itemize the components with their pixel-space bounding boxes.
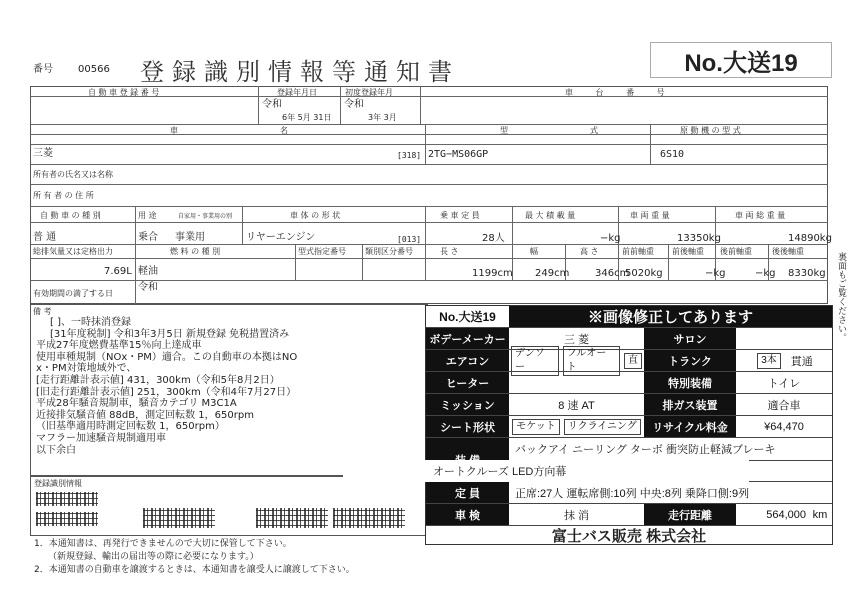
use-value: 乗合 [138,232,158,243]
label-body-shape: 車 体 の 形 状 [290,211,341,220]
qr-code [256,508,328,528]
number-label: 番号 [33,64,53,75]
equipment-line: バックアイ ニーリング ターボ 衝突防止軽減ブレーキ [509,438,832,461]
card-row [426,394,832,416]
remark-line: マフラー加速騒音規制適用車 [36,432,166,444]
qr-code [36,492,98,506]
card-label: 排ガス装置 [644,394,736,415]
label-owner-address: 所 有 者 の 住 所 [33,191,94,200]
qr-code [36,512,98,526]
card-value: トイレ [767,377,801,390]
fuel-value: 軽油 [138,266,158,277]
body-code: [013] [397,235,422,244]
footnotes [34,538,355,577]
card-stock-number: No.大送19 [426,306,510,327]
rear-front-axle-value: −kg [755,268,776,279]
card-row [426,328,832,350]
card-value: 8 速 AT [558,399,595,412]
label-kind: 自 動 車 の 種 別 [40,211,101,220]
card-chips [509,416,644,437]
card-label: トランク [644,350,736,371]
card-value [736,328,832,349]
label-reg-no: 自 動 車 登 録 番 号 [88,88,160,97]
remark-line: 使用車種規制（NOx・PM）適合。この自動車の本拠はNO [36,351,298,363]
label-front-rear-axle: 前後軸重 [672,247,704,256]
expiry-era: 令和 [138,282,158,293]
card-chip: リクライニング [564,419,641,435]
remark-line: 近接排気騒音値 88dB，測定回転数 1，650rpm [36,409,254,421]
card-label: ヒーター [426,372,509,393]
card-value: 抹 消 [563,509,590,522]
card-row-equipment [426,438,832,482]
card-notice: ※画像修正してあります [509,306,832,327]
reg-date: 6年 5月 31日 [282,113,332,122]
card-label: 車 検 [426,504,509,525]
label-rear-front-axle: 後前軸重 [720,247,752,256]
card-value: 正席:27人 運転席側:10列 中央:8列 乗降口側:9列 [515,487,750,500]
front-rear-axle-value: −kg [705,268,726,279]
card-chip: デンソー [511,346,559,376]
card-label: 走行距離 [644,504,736,525]
card-row-capacity [426,482,832,504]
label-remarks: 備 考 [33,307,52,316]
length-value: 1199cm [472,268,513,279]
card-label: ミッション [426,394,509,415]
label-gross: 車 両 総 重 量 [735,211,786,220]
use-sub-value: 事業用 [175,232,205,243]
label-height: 高 さ [580,247,599,256]
first-reg-date: 3年 3月 [368,113,397,122]
card-unit: km [812,508,828,521]
card-row [426,347,832,373]
first-reg-era: 令和 [344,99,364,110]
label-fuel: 燃 料 の 種 別 [170,247,221,256]
card-label: ボデーメーカー [426,328,509,349]
height-value: 346cm [595,268,630,279]
document-number: 00566 [78,64,110,75]
label-rear-rear-axle: 後後軸重 [772,247,804,256]
card-label: シート形状 [426,416,509,437]
engine-model: 6S10 [660,149,685,160]
label-first-reg: 初度登録年月 [345,88,393,97]
label-capacity: 乗 車 定 員 [440,211,480,220]
model: 2TG−MS06GP [428,149,489,160]
document-title: 登録識別情報等通知書 [140,58,460,86]
remark-line: 平成28年騒音規制車，騒音カテゴリ M3C1A [36,398,237,410]
gross-value: 14890kg [788,233,832,244]
remark-line: （旧基準適用時測定回転数 1，650rpm） [36,421,225,433]
card-value: 適合車 [767,399,801,412]
card-value [736,350,832,371]
label-type-no: 型式指定番号 [298,247,346,256]
remark-line: [走行距離計表示値] 431，300km（令和5年8月2日） [36,374,280,386]
remark-line: [ ]、一時抹消登録 [50,317,131,328]
card-chip: 直 [624,353,642,369]
label-use: 用 途 [138,211,157,220]
card-value: ¥64,470 [764,420,804,433]
body-value: リヤーエンジン [246,232,316,243]
label-weight: 車 両 重 量 [630,211,670,220]
card-chips [509,347,644,373]
card-header [426,306,832,328]
qr-code [333,508,405,528]
footnote: （新規登録、輸出の届出等の際に必要になります。） [48,552,259,562]
maker: 三菱 [33,148,53,159]
label-displacement: 総排気量又は定格出力 [33,247,113,256]
card-chip: 3本 [757,353,781,369]
label-expiry: 有効期間の満了する日 [33,289,113,298]
footnote: 2．本通知書の自動車を譲渡するときは、本通知書を譲受人に譲渡して下さい。 [34,565,355,575]
stamp-number: No.大送19 [650,42,832,78]
card-label: サロン [644,328,736,349]
front-axle-value: 5020kg [625,268,663,279]
displacement-value: 7.69L [104,266,132,277]
remark-line: [31年度税制] 令和3年3月5日 新規登録 免税措置済み [50,328,290,340]
vehicle-kind: 普 通 [33,232,57,243]
reg-era: 令和 [262,99,282,110]
remark-line: 平成27年度燃費基準15％向上達成車 [36,340,202,352]
sales-info-card [425,305,833,545]
label-engine: 原 動 機 の 型 式 [680,126,741,135]
label-type: 式 [590,126,598,135]
card-label: リサイクル料金 [644,416,736,437]
remark-line: x・PM対策地域外で、 [36,363,137,375]
card-label: 定 員 [426,482,509,503]
dealer-name: 富士バス販売 株式会社 [551,527,707,545]
remark-line: 以下余白 [36,444,76,456]
label-use-sub: 自家用・事業用の別 [178,213,233,220]
label-make: 車 [170,126,178,135]
card-label: 特別装備 [644,372,736,393]
card-value: 三 菱 [563,333,590,346]
card-chip: 貫通 [790,355,813,368]
max-load-value: −kg [600,233,621,244]
label-class-no: 類別区分番号 [365,247,413,256]
label-owner: 所有者の氏名又は名称 [33,170,113,179]
card-row [426,372,832,394]
card-row [426,416,832,438]
label-width: 幅 [530,247,538,256]
rear-rear-axle-value: 8330kg [788,268,826,279]
label-length: 長 さ [440,247,459,256]
width-value: 249cm [535,268,570,279]
equipment-line: オートクルーズ LED方向幕 [343,460,749,482]
remarks-list [36,317,430,456]
remark-line: [旧走行距離計表示値] 251，300km（令和4年7月27日） [36,386,297,398]
card-value: 564,000 [766,508,806,521]
qr-code [143,508,215,528]
label-max-load: 最 大 積 載 量 [525,211,576,220]
qr-label: 登録識別情報 [34,479,82,488]
side-note: 裏面もご覧ください。 [836,252,846,342]
card-value [509,372,644,393]
card-row-inspection [426,504,832,526]
label-reg-date: 登録年月日 [277,88,317,97]
label-chassis: 車 台 番 号 [565,88,665,97]
weight-value: 13350kg [677,233,721,244]
footnote: 1．本通知書は、再発行できませんので大切に保管して下さい。 [34,539,292,549]
label-front-axle: 前前軸重 [622,247,654,256]
card-chip: モケット [512,419,560,435]
capacity-value: 28人 [482,233,505,244]
card-label: エアコン [426,350,509,371]
card-chip: フルオート [563,346,620,376]
model-code: [318] [397,151,422,160]
label-name: 名 [280,126,288,135]
label-model: 型 [500,126,508,135]
